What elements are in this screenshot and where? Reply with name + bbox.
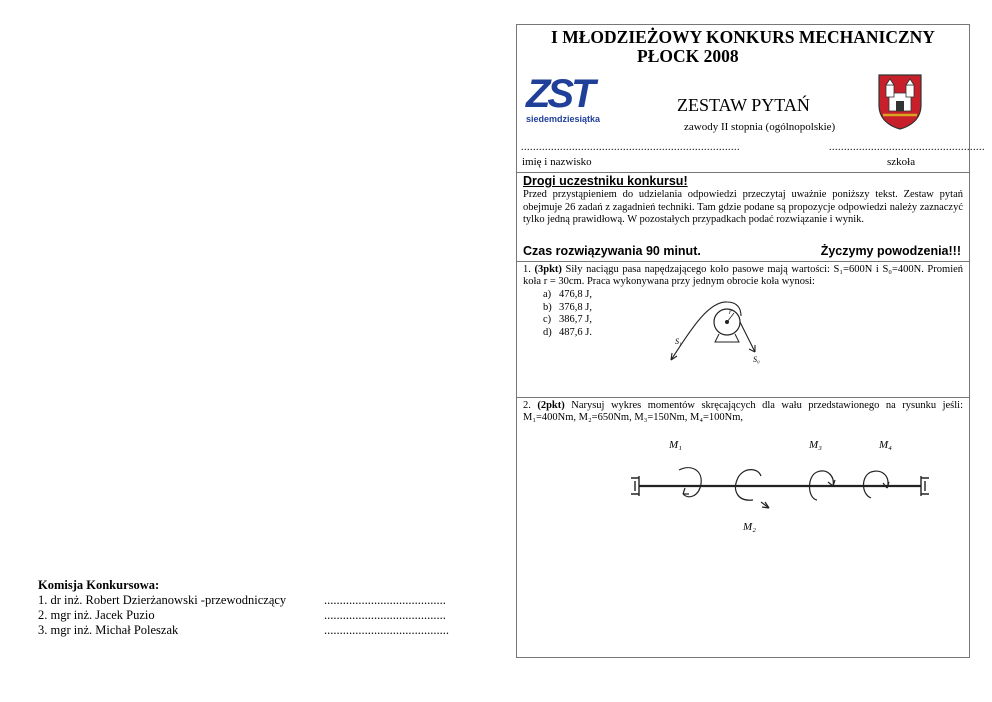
instructions-title: Drogi uczestniku konkursu!: [523, 174, 688, 188]
label-m1: M₁: [669, 439, 682, 451]
shaft-torque-diagram: [621, 436, 939, 536]
logo-subtext: siedemdziesiątka: [526, 114, 601, 124]
question-body: Siły naciągu pasa napędzającego koło pasowe mają wartości: S₁=600N i S₀=400N. Promień koła r = 30cm. Praca wykonywana przy jednym obrocie koła wynosi:: [523, 264, 964, 287]
school-field[interactable]: ....................................................: [829, 142, 985, 153]
question-1-text: [523, 264, 963, 288]
instructions-section: [517, 172, 969, 262]
label-m3: M₃: [809, 439, 822, 451]
contest-title: I MŁODZIEŻOWY KONKURS MECHANICZNY: [551, 27, 935, 47]
question-points: (3pkt): [534, 264, 562, 275]
committee-member-name: 3. mgr inż. Michał Poleszak: [38, 623, 179, 637]
good-luck-message: Życzymy powodzenia!!!: [820, 244, 961, 258]
label-r: r: [729, 308, 732, 316]
committee-member: [38, 623, 449, 638]
answer-option[interactable]: a) 476,8 J,: [543, 289, 592, 300]
signature-line: .......................................: [324, 593, 446, 607]
name-field[interactable]: .........................................................................: [521, 142, 740, 153]
pulley-diagram: [667, 296, 777, 366]
committee-member: [38, 608, 446, 623]
question-number: 2.: [523, 400, 531, 411]
instructions-text: Przed przystąpieniem do udzielania odpowiedzi przeczytaj uważnie poniższy tekst. Zestaw pytań obejmuje 26 zadań z zagadnień techniki. Tam gdzie podane są propozycje odpowiedzi należy zaznaczyć tylko jedną prawidłową. W pozostałych przypadkach podać rozwiązanie i wynik.: [523, 189, 963, 225]
answer-option[interactable]: b) 376,8 J,: [543, 301, 592, 313]
signature-line: ........................................: [324, 623, 449, 637]
school-label: szkoła: [887, 156, 916, 168]
committee-member-name: 2. mgr inż. Jacek Puzio: [38, 608, 155, 622]
label-m2: M₂: [743, 521, 756, 533]
logo-text: ZST: [526, 72, 593, 116]
question-set-title: ZESTAW PYTAŃ: [677, 95, 810, 115]
committee-title: Komisja Konkursowa:: [38, 578, 160, 592]
question-2: [517, 397, 969, 657]
question-sheet: [516, 24, 985, 658]
label-m4: M₄: [879, 439, 892, 451]
question-points: (2pkt): [537, 400, 565, 411]
answer-option[interactable]: c) 386,7 J,: [543, 314, 592, 325]
city-crest-icon: [875, 71, 925, 131]
question-body: Narysuj wykres momentów skręcających dla wału przedstawionego na rysunku jeśli: M₁=400Nm, M₂=650Nm, M₃=150Nm, M₄=100Nm,: [523, 400, 963, 423]
committee-member-name: 1. dr inż. Robert Dzierżanowski -przewodniczący: [38, 593, 287, 607]
answer-option[interactable]: d) 487,6 J.: [543, 326, 592, 338]
question-number: 1.: [523, 264, 531, 275]
question-1: [517, 261, 969, 397]
committee-block: [38, 578, 449, 638]
label-s1: S₁: [675, 337, 682, 346]
time-limit: Czas rozwiązywania 90 minut.: [523, 244, 701, 258]
competition-stage: zawody II stopnia (ogólnopolskie): [684, 121, 836, 133]
committee-member: [38, 593, 446, 608]
signature-line: .......................................: [324, 608, 446, 622]
question-2-text: [523, 400, 963, 424]
zst-logo: [522, 69, 616, 125]
label-s0: S₀: [753, 355, 760, 364]
contest-subtitle: PŁOCK 2008: [637, 46, 739, 66]
name-label: imię i nazwisko: [522, 156, 592, 168]
